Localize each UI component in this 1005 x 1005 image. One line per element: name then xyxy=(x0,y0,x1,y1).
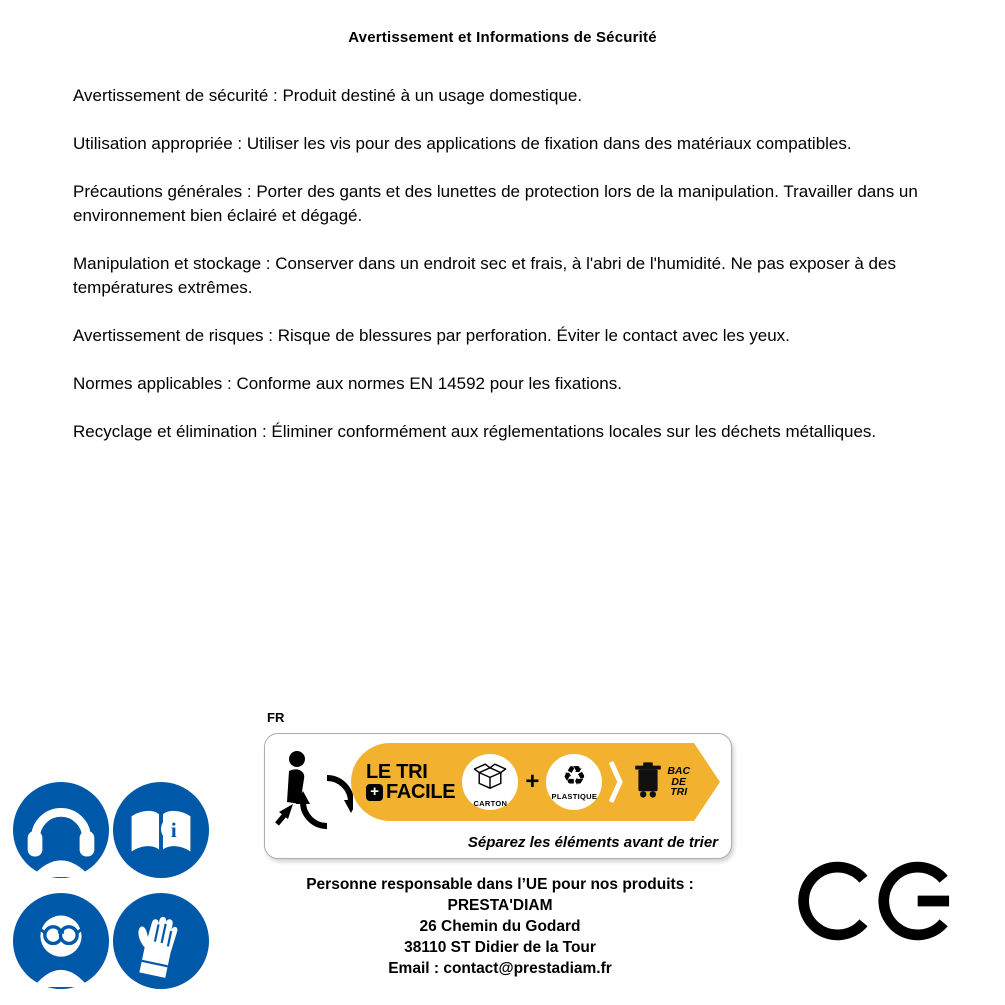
plastique-material-badge xyxy=(546,754,602,810)
ce-marking-icon xyxy=(797,851,959,951)
recycle-symbol-icon: ♻ xyxy=(562,761,587,792)
banner-title xyxy=(366,762,455,802)
carton-label: CARTON xyxy=(473,798,508,808)
bin-label: BAC DE TRI xyxy=(667,765,691,799)
banner-arrow-tip xyxy=(694,743,720,821)
safety-paragraph: Avertissement de risques : Risque de blessures par perforation. Éviter le contact avec les yeux. xyxy=(73,326,790,345)
mandatory-safety-icons xyxy=(12,781,210,990)
address-line-2: 38110 ST Didier de la Tour xyxy=(404,939,596,956)
carton-box-icon xyxy=(472,757,508,798)
read-instruction-manual-icon xyxy=(112,781,210,879)
sorting-tagline: Séparez les éléments avant de trier xyxy=(467,834,718,851)
svg-text:i: i xyxy=(170,817,177,842)
banner-title-line1: LE TRI xyxy=(366,761,428,783)
address-line-1: 26 Chemin du Godard xyxy=(419,918,581,935)
trash-bin-icon xyxy=(632,760,664,805)
wear-eye-protection-icon xyxy=(12,892,110,990)
carton-material-badge xyxy=(462,754,518,810)
triman-logo-icon xyxy=(273,746,353,838)
chevron-separator-icon xyxy=(609,759,623,805)
safety-paragraph: Normes applicables : Conforme aux normes EN 14592 pour les fixations. xyxy=(73,374,622,393)
country-code-label: FR xyxy=(267,710,285,725)
banner-title-line2: FACILE xyxy=(386,781,456,803)
contact-email: Email : contact@prestadiam.fr xyxy=(388,960,612,977)
safety-paragraph: Utilisation appropriée : Utiliser les vis pour des applications de fixation dans des matériaux compatibles. xyxy=(73,134,852,153)
safety-paragraph: Recyclage et élimination : Éliminer conformément aux réglementations locales sur les déchets métalliques. xyxy=(73,422,877,441)
plus-separator: + xyxy=(525,768,540,795)
safety-paragraph: Précautions générales : Porter des gants et des lunettes de protection lors de la manipulation. Travailler dans un environnement bien éclairé et dégagé. xyxy=(73,182,918,225)
responsible-party-block xyxy=(250,874,750,979)
plus-icon: + xyxy=(366,784,383,801)
safety-paragraph: Avertissement de sécurité : Produit destiné à un usage domestique. xyxy=(73,86,583,105)
wear-protective-gloves-icon xyxy=(112,892,210,990)
responsible-intro: Personne responsable dans l’UE pour nos produits : xyxy=(306,876,694,893)
sorting-bin-group xyxy=(632,760,690,805)
recycling-info-box xyxy=(264,733,732,859)
safety-text-block xyxy=(73,84,925,468)
plastique-label: PLASTIQUE xyxy=(551,792,598,801)
page-title: Avertissement et Informations de Sécurité xyxy=(348,29,657,46)
wear-ear-protection-icon xyxy=(12,781,110,879)
company-name: PRESTA'DIAM xyxy=(447,897,553,914)
le-tri-facile-banner xyxy=(351,743,720,821)
safety-paragraph: Manipulation et stockage : Conserver dans un endroit sec et frais, à l'abri de l'humidité. Ne pas exposer à des températures extrêmes. xyxy=(73,254,896,297)
